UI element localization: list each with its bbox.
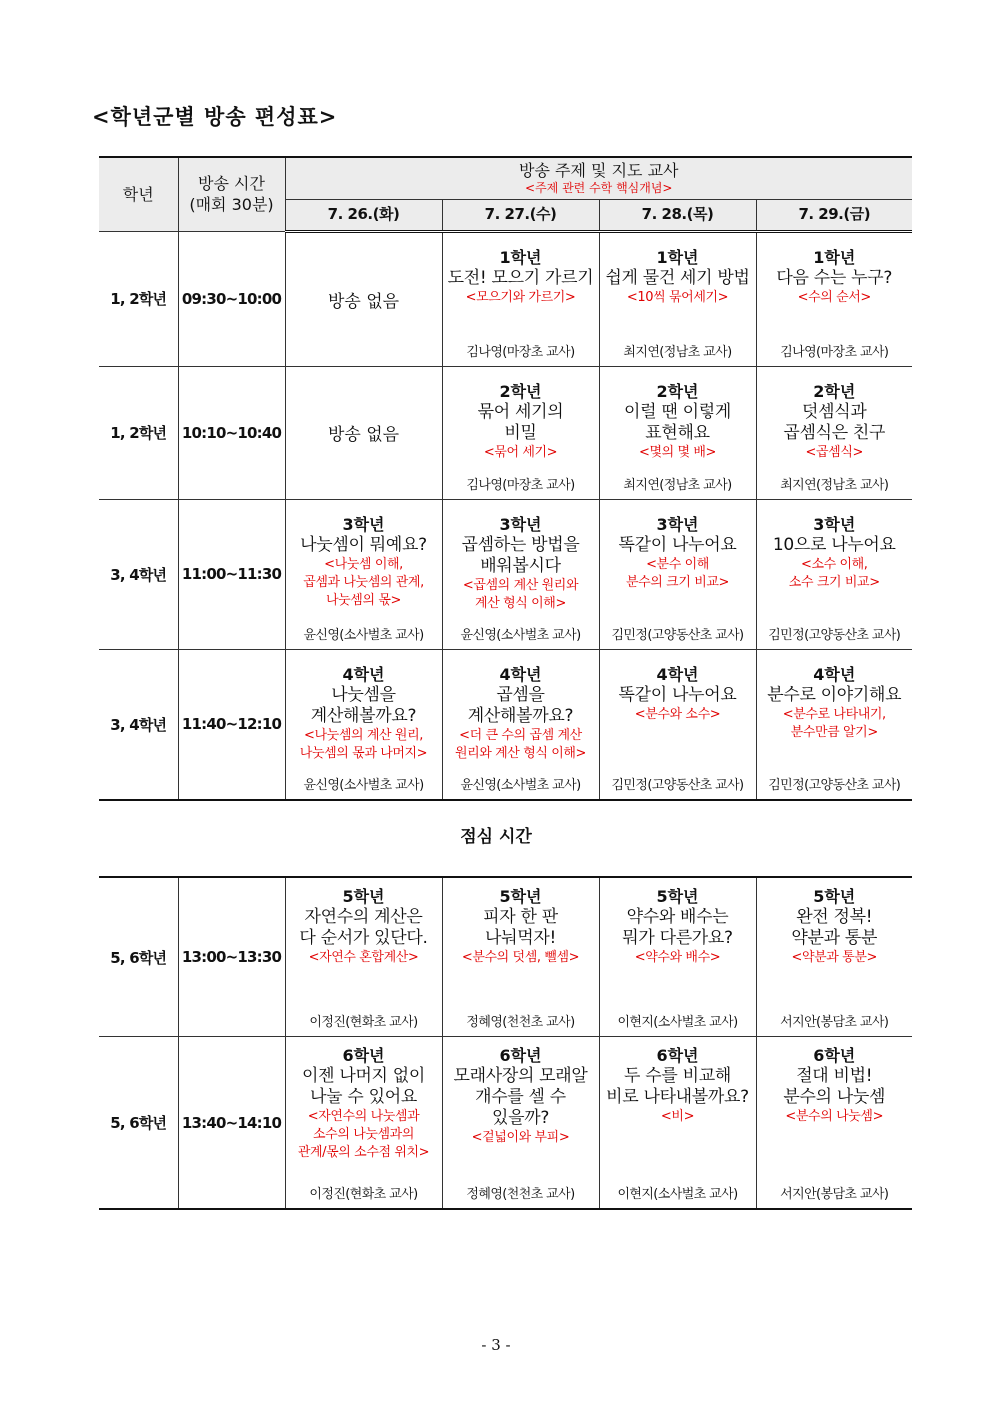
row-grade: 1, 2학년 bbox=[99, 366, 178, 499]
row-grade: 5, 6학년 bbox=[99, 1037, 178, 1210]
lesson-title-line: 도전! 모으기 가르기 bbox=[447, 267, 594, 288]
lesson-title-line: 나눌 수 있어요 bbox=[310, 1087, 417, 1107]
lesson-teacher: 김민정(고양동산초 교사) bbox=[768, 627, 901, 643]
lesson-concept-line: <모으기와 가르기> bbox=[465, 289, 576, 305]
lesson-title-line: 곱셈을 bbox=[496, 684, 545, 705]
row-time: 13:00~13:30 bbox=[178, 877, 285, 1037]
header-topic bbox=[285, 157, 912, 199]
lesson-teacher: 이정진(현화초 교사) bbox=[309, 1015, 418, 1030]
lesson-cell bbox=[442, 231, 599, 366]
lesson-title-line: 분수의 나눗셈 bbox=[783, 1087, 886, 1107]
lesson-concept-line: <몇의 몇 배> bbox=[638, 444, 717, 460]
row-time: 11:40~12:10 bbox=[178, 649, 285, 800]
lesson-teacher: 정혜영(천천초 교사) bbox=[466, 1015, 575, 1030]
lesson-grade: 6학년 bbox=[499, 1046, 542, 1065]
lesson-grade: 3학년 bbox=[656, 514, 699, 534]
lesson-title-line: 있을까? bbox=[491, 1108, 550, 1128]
lesson-title-line: 자연수의 계산은 bbox=[304, 907, 423, 927]
lesson-concept-line: <분수의 덧셈, 뺄셈> bbox=[461, 950, 580, 965]
lesson-cell bbox=[599, 366, 756, 499]
lesson-concept-line: <겉넓이와 부피> bbox=[471, 1130, 570, 1145]
header-topic-sub: <주제 관련 수학 핵심개념> bbox=[525, 181, 673, 196]
lesson-teacher: 김나영(마장초 교사) bbox=[466, 344, 575, 360]
lesson-title-line: 계산해볼까요? bbox=[310, 705, 417, 726]
lesson-teacher: 김나영(마장초 교사) bbox=[466, 477, 575, 493]
header-time-line2: (매회 30분) bbox=[189, 195, 274, 215]
lesson-concept-line: <약분과 통분> bbox=[791, 950, 877, 965]
lesson-teacher: 정혜영(천천초 교사) bbox=[466, 1187, 575, 1202]
lesson-concept-line: 소수의 나눗셈과의 bbox=[313, 1127, 414, 1142]
lesson-concept-line: <나눗셈 이해, bbox=[324, 556, 403, 572]
lesson-title-line: 다 순서가 있단다. bbox=[299, 928, 428, 948]
lesson-concept-line: 소수 크기 비교> bbox=[788, 574, 880, 590]
row-time: 09:30~10:00 bbox=[178, 231, 285, 366]
lesson-concept-line: 계산 형식 이해> bbox=[475, 595, 566, 611]
lesson-grade: 4학년 bbox=[499, 664, 542, 684]
lesson-concept-line: <곱셈의 계산 원리와 bbox=[462, 577, 579, 593]
page-number: - 3 - bbox=[481, 1336, 511, 1354]
lesson-title-line: 비로 나타내볼까요? bbox=[606, 1087, 749, 1107]
lesson-grade: 3학년 bbox=[813, 514, 856, 534]
row-grade: 5, 6학년 bbox=[99, 877, 178, 1037]
lesson-concept-line: 분수의 크기 비교> bbox=[625, 574, 730, 590]
lesson-grade: 5학년 bbox=[656, 887, 699, 906]
lesson-teacher: 최지연(정남초 교사) bbox=[780, 477, 889, 493]
lesson-concept-line: 곱셈과 나눗셈의 관계, bbox=[303, 574, 424, 590]
lesson-title-line: 덧셈식과 bbox=[802, 401, 867, 422]
lesson-cell bbox=[285, 649, 442, 800]
lesson-cell bbox=[756, 499, 912, 649]
lesson-cell bbox=[285, 1037, 442, 1210]
lesson-concept-line: 나눗셈의 몫과 나머지> bbox=[299, 745, 428, 761]
lesson-teacher: 서지안(봉담초 교사) bbox=[780, 1187, 889, 1202]
lesson-teacher: 이현지(소사벌초 교사) bbox=[617, 1015, 738, 1030]
lesson-concept-line: 원리와 계산 형식 이해> bbox=[454, 745, 587, 761]
schedule-row bbox=[99, 649, 912, 800]
lesson-concept-line: <분수로 나타내기, bbox=[782, 706, 886, 722]
lesson-title-line: 나눗셈을 bbox=[331, 684, 396, 705]
row-grade: 3, 4학년 bbox=[99, 499, 178, 649]
lesson-concept-line: <자연수 혼합계산> bbox=[308, 950, 419, 965]
lesson-grade: 1학년 bbox=[499, 247, 542, 267]
schedule-row bbox=[99, 231, 912, 366]
lesson-cell bbox=[599, 231, 756, 366]
lesson-grade: 2학년 bbox=[813, 381, 856, 401]
header-date: 7. 27.(수) bbox=[442, 199, 599, 231]
row-time: 13:40~14:10 bbox=[178, 1037, 285, 1210]
lesson-title-line: 약수와 배수는 bbox=[626, 907, 729, 927]
lesson-grade: 1학년 bbox=[656, 247, 699, 267]
header-date: 7. 29.(금) bbox=[756, 199, 912, 231]
lesson-teacher: 서지안(봉담초 교사) bbox=[780, 1015, 889, 1030]
schedule-row bbox=[99, 877, 912, 1037]
header-topic-label: 방송 주제 및 지도 교사 bbox=[519, 161, 679, 181]
lesson-cell bbox=[442, 366, 599, 499]
lesson-title-line: 피자 한 판 bbox=[483, 907, 558, 927]
lesson-concept-line: <분수와 소수> bbox=[634, 706, 721, 722]
lesson-cell bbox=[599, 877, 756, 1037]
lesson-title-line: 쉽게 물건 세기 방법 bbox=[605, 267, 750, 288]
lunch-time-label: 점심 시간 bbox=[460, 827, 532, 847]
lesson-cell bbox=[599, 499, 756, 649]
lesson-concept-line: 분수만큼 알기> bbox=[790, 724, 878, 740]
lesson-cell bbox=[756, 1037, 912, 1210]
header-grade: 학년 bbox=[99, 157, 178, 231]
row-grade: 1, 2학년 bbox=[99, 231, 178, 366]
header-date: 7. 26.(화) bbox=[285, 199, 442, 231]
lesson-teacher: 최지연(정남초 교사) bbox=[623, 344, 732, 360]
lesson-cell bbox=[442, 877, 599, 1037]
lesson-title-line: 약분과 통분 bbox=[791, 928, 878, 948]
lesson-cell bbox=[285, 877, 442, 1037]
lesson-grade: 1학년 bbox=[813, 247, 856, 267]
lesson-grade: 6학년 bbox=[813, 1046, 856, 1065]
lesson-teacher: 이현지(소사벌초 교사) bbox=[617, 1187, 738, 1202]
lesson-grade: 4학년 bbox=[813, 664, 856, 684]
lesson-cell bbox=[285, 499, 442, 649]
lesson-title-line: 이럴 땐 이렇게 bbox=[624, 401, 731, 422]
schedule-row bbox=[99, 1037, 912, 1210]
lesson-cell bbox=[442, 499, 599, 649]
lesson-title-line: 두 수를 비교해 bbox=[624, 1066, 731, 1086]
afternoon-schedule-table bbox=[99, 876, 912, 1210]
lesson-concept-line: <소수 이해, bbox=[800, 556, 868, 572]
lesson-concept-line: 나눗셈의 몫> bbox=[325, 592, 401, 608]
lesson-title-line: 분수로 이야기해요 bbox=[767, 684, 902, 705]
lesson-title-line: 다음 수는 누구? bbox=[776, 267, 893, 288]
lesson-title-line: 비밀 bbox=[504, 422, 537, 443]
lesson-concept-line: <곱셈식> bbox=[805, 444, 863, 460]
lesson-grade: 2학년 bbox=[656, 381, 699, 401]
lesson-title-line: 절대 비법! bbox=[796, 1066, 873, 1086]
lesson-teacher: 윤신영(소사벌초 교사) bbox=[460, 627, 581, 643]
lesson-concept-line: <묶어 세기> bbox=[483, 444, 558, 460]
no-broadcast-cell: 방송 없음 bbox=[285, 366, 442, 499]
lesson-grade: 3학년 bbox=[499, 514, 542, 534]
lesson-concept-line: 관계/몫의 소수점 위치> bbox=[297, 1145, 430, 1160]
lesson-teacher: 김민정(고양동산초 교사) bbox=[768, 777, 901, 793]
lesson-concept-line: <10씩 묶어세기> bbox=[626, 289, 729, 305]
document-title: <학년군별 방송 편성표> bbox=[92, 104, 338, 129]
schedule-row bbox=[99, 499, 912, 649]
lesson-teacher: 윤신영(소사벌초 교사) bbox=[460, 777, 581, 793]
lesson-concept-line: <나눗셈의 계산 원리, bbox=[304, 727, 423, 743]
lesson-concept-line: <수의 순서> bbox=[797, 289, 871, 305]
lesson-title-line: 완전 정복! bbox=[796, 907, 873, 927]
lesson-cell bbox=[599, 649, 756, 800]
lesson-grade: 4학년 bbox=[656, 664, 699, 684]
lesson-concept-line: <약수와 배수> bbox=[634, 950, 721, 965]
header-time-line1: 방송 시간 bbox=[198, 174, 265, 194]
lesson-grade: 6학년 bbox=[342, 1046, 385, 1065]
lesson-title-line: 개수를 셀 수 bbox=[475, 1087, 566, 1107]
lesson-title-line: 배워봅시다 bbox=[480, 555, 561, 576]
lesson-title-line: 곱셈식은 친구 bbox=[783, 422, 886, 443]
lesson-cell bbox=[442, 1037, 599, 1210]
lesson-teacher: 최지연(정남초 교사) bbox=[623, 477, 732, 493]
lesson-title-line: 계산해볼까요? bbox=[467, 705, 574, 726]
lesson-title-line: 모래사장의 모래알 bbox=[453, 1066, 588, 1086]
lesson-title-line: 똑같이 나누어요 bbox=[618, 684, 737, 705]
lesson-title-line: 묶어 세기의 bbox=[477, 401, 564, 422]
lesson-grade: 6학년 bbox=[656, 1046, 699, 1065]
header-date: 7. 28.(목) bbox=[599, 199, 756, 231]
lesson-concept-line: <비> bbox=[660, 1109, 695, 1124]
lesson-grade: 5학년 bbox=[342, 887, 385, 906]
lesson-grade: 5학년 bbox=[813, 887, 856, 906]
header-time bbox=[178, 157, 285, 231]
lesson-concept-line: <자연수의 나눗셈과 bbox=[307, 1109, 420, 1124]
lesson-concept-line: <더 큰 수의 곱셈 계산 bbox=[459, 727, 582, 743]
row-grade: 3, 4학년 bbox=[99, 649, 178, 800]
lesson-title-line: 나눠먹자! bbox=[484, 928, 556, 948]
lesson-teacher: 김민정(고양동산초 교사) bbox=[611, 777, 744, 793]
lesson-teacher: 김민정(고양동산초 교사) bbox=[611, 627, 744, 643]
lesson-title-line: 표현해요 bbox=[645, 422, 710, 443]
lesson-teacher: 윤신영(소사벌초 교사) bbox=[303, 777, 424, 793]
lesson-grade: 4학년 bbox=[342, 664, 385, 684]
lesson-teacher: 김나영(마장초 교사) bbox=[780, 344, 889, 360]
lesson-cell bbox=[599, 1037, 756, 1210]
lesson-teacher: 윤신영(소사벌초 교사) bbox=[303, 627, 424, 643]
row-time: 10:10~10:40 bbox=[178, 366, 285, 499]
lesson-cell bbox=[756, 649, 912, 800]
lesson-grade: 5학년 bbox=[499, 887, 542, 906]
lesson-concept-line: <분수의 나눗셈> bbox=[785, 1109, 884, 1124]
lesson-cell bbox=[756, 366, 912, 499]
lesson-title-line: 이젠 나머지 없이 bbox=[301, 1066, 426, 1086]
schedule-row bbox=[99, 366, 912, 499]
lesson-title-line: 10으로 나누어요 bbox=[772, 534, 896, 555]
lesson-title-line: 똑같이 나누어요 bbox=[618, 534, 737, 555]
no-broadcast-cell: 방송 없음 bbox=[285, 231, 442, 366]
lesson-grade: 3학년 bbox=[342, 514, 385, 534]
row-time: 11:00~11:30 bbox=[178, 499, 285, 649]
morning-schedule-table bbox=[99, 156, 912, 801]
lesson-cell bbox=[756, 877, 912, 1037]
lesson-title-line: 곱셈하는 방법을 bbox=[461, 534, 580, 555]
lesson-cell bbox=[442, 649, 599, 800]
lesson-teacher: 이정진(현화초 교사) bbox=[309, 1187, 418, 1202]
lesson-cell bbox=[756, 231, 912, 366]
lesson-title-line: 뭐가 다른가요? bbox=[622, 928, 733, 948]
lesson-concept-line: <분수 이해 bbox=[646, 556, 709, 572]
lesson-title-line: 나눗셈이 뭐예요? bbox=[300, 534, 427, 555]
lesson-grade: 2학년 bbox=[499, 381, 542, 401]
